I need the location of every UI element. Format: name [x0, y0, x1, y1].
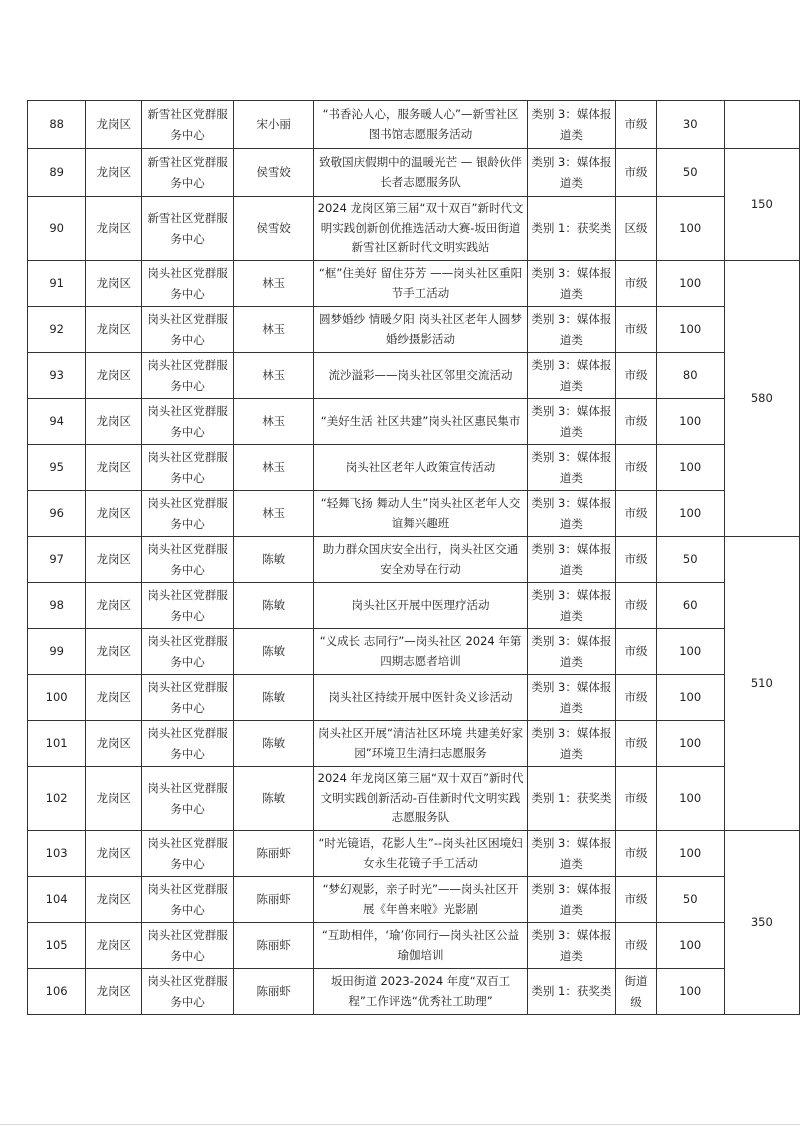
- level-cell: 市级: [616, 583, 657, 629]
- row-number: 105: [28, 923, 86, 969]
- page-edge-line: [0, 1124, 800, 1125]
- score-cell: 50: [656, 537, 724, 583]
- level-cell: 区级: [616, 197, 657, 261]
- activity-title-cell: 流沙溢彩——岗头社区邻里交流活动: [314, 353, 527, 399]
- table-row: [28, 445, 800, 491]
- person-cell: 陈敏: [233, 675, 313, 721]
- activity-title-cell: “轻舞飞扬 舞动人生”岗头社区老年人交谊舞兴趣班: [314, 491, 527, 537]
- organization-cell: 新雪社区党群服务中心: [142, 101, 234, 149]
- score-cell: 30: [656, 101, 724, 149]
- table-row: [28, 675, 800, 721]
- district-cell: 龙岗区: [86, 101, 142, 149]
- level-cell: 市级: [616, 767, 657, 831]
- category-cell: 类别 3：媒体报道类: [527, 491, 615, 537]
- row-number: 104: [28, 877, 86, 923]
- person-cell: 陈敏: [233, 537, 313, 583]
- district-cell: 龙岗区: [86, 877, 142, 923]
- person-cell: 侯雪姣: [233, 149, 313, 197]
- score-cell: 50: [656, 149, 724, 197]
- table-row: [28, 923, 800, 969]
- level-cell: 市级: [616, 721, 657, 767]
- organization-cell: 岗头社区党群服务中心: [142, 629, 234, 675]
- district-cell: 龙岗区: [86, 261, 142, 307]
- row-number: 101: [28, 721, 86, 767]
- table-row: [28, 491, 800, 537]
- row-number: 89: [28, 149, 86, 197]
- row-number: 91: [28, 261, 86, 307]
- organization-cell: 岗头社区党群服务中心: [142, 675, 234, 721]
- row-number: 98: [28, 583, 86, 629]
- category-cell: 类别 3：媒体报道类: [527, 445, 615, 491]
- category-cell: 类别 3：媒体报道类: [527, 261, 615, 307]
- score-cell: 100: [656, 445, 724, 491]
- activity-title-cell: “书香沁人心，服务暖人心”—新雪社区图书馆志愿服务活动: [314, 101, 527, 149]
- category-cell: 类别 3：媒体报道类: [527, 101, 615, 149]
- level-cell: 市级: [616, 629, 657, 675]
- activity-title-cell: 致敬国庆假期中的温暖光芒 — 银龄伙伴长者志愿服务队: [314, 149, 527, 197]
- row-number: 93: [28, 353, 86, 399]
- district-cell: 龙岗区: [86, 629, 142, 675]
- category-cell: 类别 3：媒体报道类: [527, 537, 615, 583]
- table-row: [28, 537, 800, 583]
- person-cell: 林玉: [233, 491, 313, 537]
- table-row: [28, 877, 800, 923]
- district-cell: 龙岗区: [86, 399, 142, 445]
- organization-cell: 岗头社区党群服务中心: [142, 969, 234, 1015]
- category-cell: 类别 3：媒体报道类: [527, 307, 615, 353]
- level-cell: 市级: [616, 353, 657, 399]
- score-cell: 100: [656, 923, 724, 969]
- activity-title-cell: “梦幻观影，亲子时光”——岗头社区开展《年兽来啦》光影剧: [314, 877, 527, 923]
- organization-cell: 岗头社区党群服务中心: [142, 877, 234, 923]
- activity-title-cell: 岗头社区开展中医理疗活动: [314, 583, 527, 629]
- activity-title-cell: “美好生活 社区共建”岗头社区惠民集市: [314, 399, 527, 445]
- district-cell: 龙岗区: [86, 831, 142, 877]
- person-cell: 陈敏: [233, 629, 313, 675]
- district-cell: 龙岗区: [86, 307, 142, 353]
- activity-title-cell: “框”住美好 留住芬芳 ——岗头社区重阳节手工活动: [314, 261, 527, 307]
- organization-cell: 岗头社区党群服务中心: [142, 537, 234, 583]
- row-number: 92: [28, 307, 86, 353]
- table-row: [28, 583, 800, 629]
- score-cell: 100: [656, 675, 724, 721]
- score-cell: 100: [656, 307, 724, 353]
- activity-title-cell: 岗头社区老年人政策宣传活动: [314, 445, 527, 491]
- row-number: 102: [28, 767, 86, 831]
- row-number: 97: [28, 537, 86, 583]
- district-cell: 龙岗区: [86, 583, 142, 629]
- activity-title-cell: 坂田街道 2023-2024 年度“双百工程”工作评选“优秀社工助理”: [314, 969, 527, 1015]
- district-cell: 龙岗区: [86, 445, 142, 491]
- person-cell: 宋小丽: [233, 101, 313, 149]
- district-cell: 龙岗区: [86, 491, 142, 537]
- level-cell: 市级: [616, 399, 657, 445]
- district-cell: 龙岗区: [86, 721, 142, 767]
- activity-title-cell: 圆梦婚纱 情暖夕阳 岗头社区老年人圆梦婚纱摄影活动: [314, 307, 527, 353]
- person-cell: 侯雪姣: [233, 197, 313, 261]
- person-cell: 陈丽虾: [233, 877, 313, 923]
- score-cell: 100: [656, 629, 724, 675]
- table-row: [28, 721, 800, 767]
- organization-cell: 岗头社区党群服务中心: [142, 721, 234, 767]
- score-cell: 100: [656, 197, 724, 261]
- score-cell: 100: [656, 491, 724, 537]
- organization-cell: 岗头社区党群服务中心: [142, 445, 234, 491]
- records-table: [27, 100, 800, 1015]
- category-cell: 类别 1：获奖类: [527, 197, 615, 261]
- level-cell: 市级: [616, 307, 657, 353]
- row-number: 103: [28, 831, 86, 877]
- category-cell: 类别 3：媒体报道类: [527, 399, 615, 445]
- organization-cell: 岗头社区党群服务中心: [142, 399, 234, 445]
- table-row: [28, 629, 800, 675]
- organization-cell: 岗头社区党群服务中心: [142, 353, 234, 399]
- organization-cell: 岗头社区党群服务中心: [142, 491, 234, 537]
- table-row: [28, 261, 800, 307]
- level-cell: 市级: [616, 445, 657, 491]
- row-number: 95: [28, 445, 86, 491]
- district-cell: 龙岗区: [86, 353, 142, 399]
- organization-cell: 岗头社区党群服务中心: [142, 307, 234, 353]
- district-cell: 龙岗区: [86, 767, 142, 831]
- group-total-cell: 350: [724, 831, 799, 1015]
- row-number: 99: [28, 629, 86, 675]
- score-cell: 100: [656, 721, 724, 767]
- row-number: 96: [28, 491, 86, 537]
- category-cell: 类别 3：媒体报道类: [527, 721, 615, 767]
- table-row: [28, 353, 800, 399]
- table-row: [28, 101, 800, 149]
- person-cell: 陈丽虾: [233, 969, 313, 1015]
- organization-cell: 新雪社区党群服务中心: [142, 149, 234, 197]
- person-cell: 林玉: [233, 445, 313, 491]
- district-cell: 龙岗区: [86, 197, 142, 261]
- score-cell: 50: [656, 877, 724, 923]
- district-cell: 龙岗区: [86, 537, 142, 583]
- level-cell: 市级: [616, 877, 657, 923]
- row-number: 90: [28, 197, 86, 261]
- table-row: [28, 149, 800, 197]
- level-cell: 市级: [616, 831, 657, 877]
- row-number: 100: [28, 675, 86, 721]
- activity-title-cell: “互助相伴，‘瑜’你同行—岗头社区公益瑜伽培训: [314, 923, 527, 969]
- activity-title-cell: “时光镜语，花影人生”--岗头社区困境妇女永生花镜子手工活动: [314, 831, 527, 877]
- person-cell: 陈敏: [233, 721, 313, 767]
- table-row: [28, 399, 800, 445]
- score-cell: 100: [656, 969, 724, 1015]
- score-cell: 100: [656, 767, 724, 831]
- person-cell: 陈丽虾: [233, 831, 313, 877]
- activity-title-cell: 岗头社区持续开展中医针灸义诊活动: [314, 675, 527, 721]
- district-cell: 龙岗区: [86, 675, 142, 721]
- district-cell: 龙岗区: [86, 149, 142, 197]
- category-cell: 类别 3：媒体报道类: [527, 675, 615, 721]
- score-cell: 80: [656, 353, 724, 399]
- row-number: 94: [28, 399, 86, 445]
- table-row: [28, 197, 800, 261]
- organization-cell: 新雪社区党群服务中心: [142, 197, 234, 261]
- activity-title-cell: 2024 年龙岗区第三届“双十双百”新时代文明实践创新活动-百佳新时代文明实践志愿服务队: [314, 767, 527, 831]
- district-cell: 龙岗区: [86, 969, 142, 1015]
- category-cell: 类别 3：媒体报道类: [527, 877, 615, 923]
- row-number: 106: [28, 969, 86, 1015]
- category-cell: 类别 1：获奖类: [527, 767, 615, 831]
- person-cell: 陈丽虾: [233, 923, 313, 969]
- category-cell: 类别 3：媒体报道类: [527, 583, 615, 629]
- category-cell: 类别 3：媒体报道类: [527, 149, 615, 197]
- group-total-cell: 510: [724, 537, 799, 831]
- score-cell: 60: [656, 583, 724, 629]
- activity-title-cell: 2024 龙岗区第三届“双十双百”新时代文明实践创新创优推选活动大赛-坂田街道新雪社区新时代文明实践站: [314, 197, 527, 261]
- person-cell: 林玉: [233, 353, 313, 399]
- category-cell: 类别 3：媒体报道类: [527, 353, 615, 399]
- organization-cell: 岗头社区党群服务中心: [142, 767, 234, 831]
- score-cell: 100: [656, 261, 724, 307]
- table-row: [28, 831, 800, 877]
- level-cell: 市级: [616, 261, 657, 307]
- table-row: [28, 307, 800, 353]
- score-cell: 100: [656, 831, 724, 877]
- group-total-cell: 150: [724, 149, 799, 261]
- activity-title-cell: “义成长 志同行”—岗头社区 2024 年第四期志愿者培训: [314, 629, 527, 675]
- group-total-cell: 580: [724, 261, 799, 537]
- level-cell: 市级: [616, 101, 657, 149]
- activity-title-cell: 助力群众国庆安全出行，岗头社区交通安全劝导在行动: [314, 537, 527, 583]
- level-cell: 市级: [616, 537, 657, 583]
- row-number: 88: [28, 101, 86, 149]
- level-cell: 市级: [616, 149, 657, 197]
- organization-cell: 岗头社区党群服务中心: [142, 261, 234, 307]
- organization-cell: 岗头社区党群服务中心: [142, 923, 234, 969]
- category-cell: 类别 1：获奖类: [527, 969, 615, 1015]
- person-cell: 林玉: [233, 261, 313, 307]
- level-cell: 市级: [616, 675, 657, 721]
- category-cell: 类别 3：媒体报道类: [527, 629, 615, 675]
- person-cell: 林玉: [233, 399, 313, 445]
- table-row: [28, 767, 800, 831]
- organization-cell: 岗头社区党群服务中心: [142, 583, 234, 629]
- person-cell: 林玉: [233, 307, 313, 353]
- level-cell: 市级: [616, 491, 657, 537]
- organization-cell: 岗头社区党群服务中心: [142, 831, 234, 877]
- district-cell: 龙岗区: [86, 923, 142, 969]
- person-cell: 陈敏: [233, 767, 313, 831]
- activity-title-cell: 岗头社区开展“清洁社区环境 共建美好家园”环境卫生清扫志愿服务: [314, 721, 527, 767]
- category-cell: 类别 3：媒体报道类: [527, 831, 615, 877]
- category-cell: 类别 3：媒体报道类: [527, 923, 615, 969]
- person-cell: 陈敏: [233, 583, 313, 629]
- group-total-cell: [724, 101, 799, 149]
- score-cell: 100: [656, 399, 724, 445]
- level-cell: 街道级: [616, 969, 657, 1015]
- table-row: [28, 969, 800, 1015]
- level-cell: 市级: [616, 923, 657, 969]
